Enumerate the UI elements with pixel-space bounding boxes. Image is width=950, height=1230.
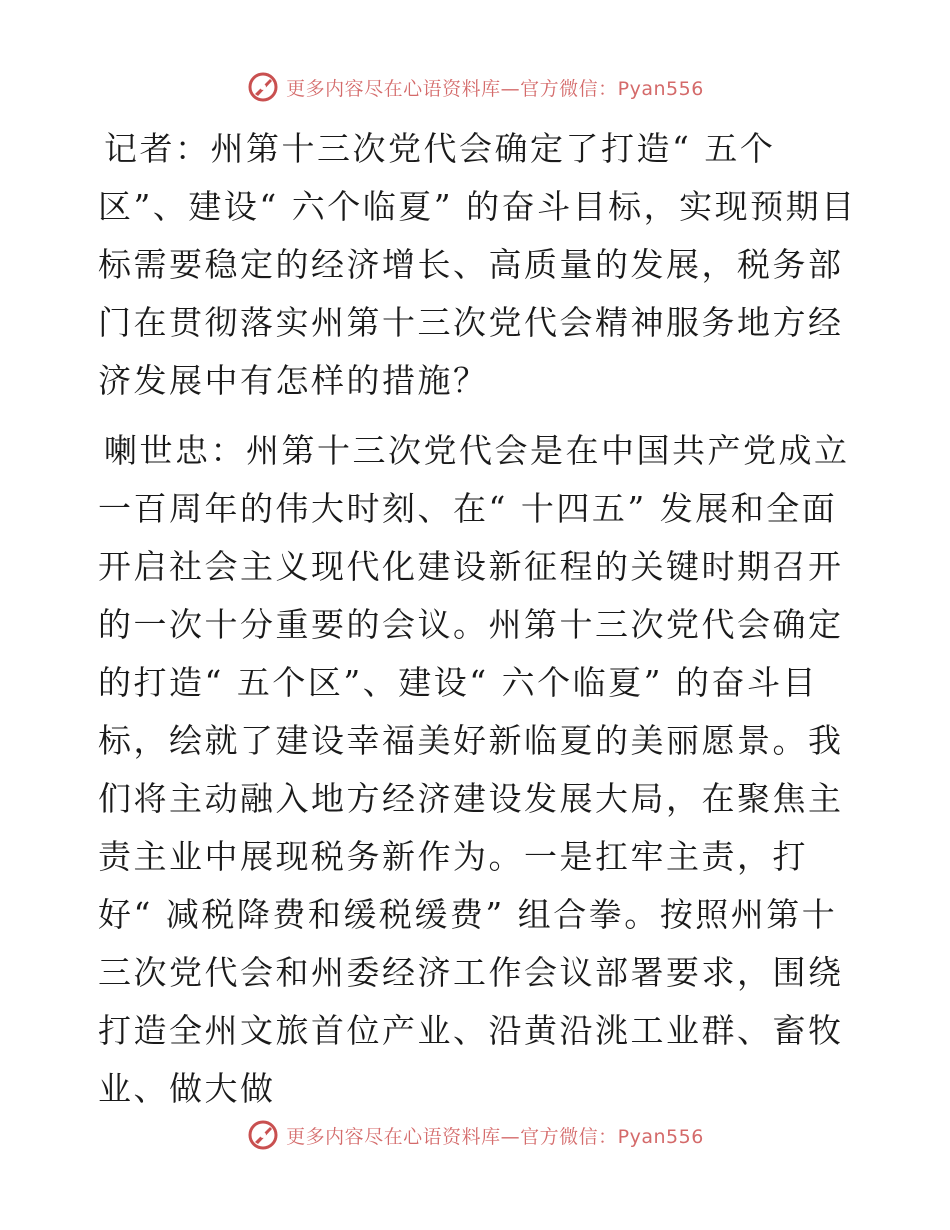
footer-banner xyxy=(0,1118,950,1152)
quill-logo-icon xyxy=(246,1118,280,1152)
header-banner-text: 更多内容尽在心语资料库—官方微信：Pyan556 xyxy=(286,77,704,100)
paragraph-answer: 喇世忠：州第十三次党代会是在中国共产党成立一百周年的伟大时刻、在“ 十四五” 发展和全面开启社会主义现代化建设新征程的关键时期召开的一次十分重要的会议。州第十三次党代会确定的打造“ 五个区”、建设“ 六个临夏” 的奋斗目标，绘就了建设幸福美好新临夏的美丽愿景。我们将主动融入地方经济建设发展大局，在聚焦主责主业中展现税务新作为。一是扛牢主责，打好“ 减税降费和缓税缓费” 组合拳。按照州第十三次党代会和州委经济工作会议部署要求，围绕打造全州文旅首位产业、沿黄沿洮工业群、畜牧业、做大做 xyxy=(98,431,850,1108)
document-body xyxy=(98,120,858,1118)
header-banner xyxy=(0,70,950,104)
footer-banner-text: 更多内容尽在心语资料库—官方微信：Pyan556 xyxy=(286,1125,704,1148)
paragraph-question: 记者：州第十三次党代会确定了打造“ 五个区”、建设“ 六个临夏” 的奋斗目标，实现预期目标需要稳定的经济增长、高质量的发展，税务部门在贯彻落实州第十三次党代会精神服务地方经济发展中有怎样的措施？ xyxy=(98,129,857,400)
quill-logo-icon xyxy=(246,70,280,104)
